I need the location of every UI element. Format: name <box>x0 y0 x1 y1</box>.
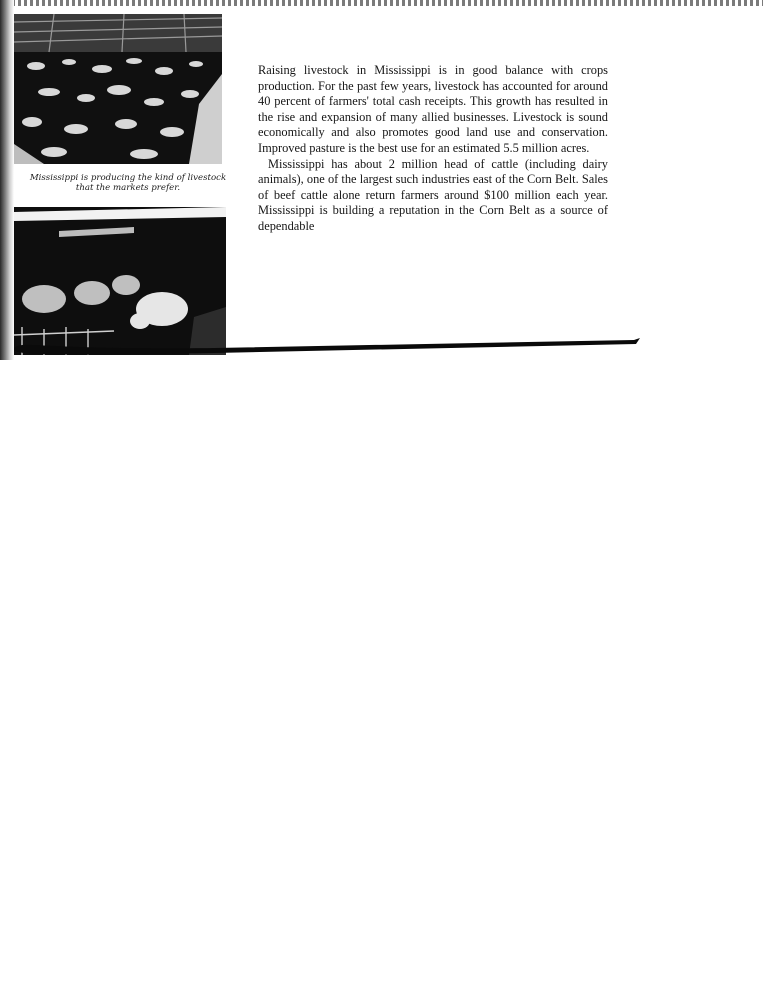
paragraph-cattle: Mississippi has about 2 million head of cattle (including dairy animals), one of the largest such industries east of the Corn Belt. Sales of beef cattle alone return farmers around $100 million each year. Mississippi is building a reputation in the Corn Belt as a source of dependable <box>258 156 608 233</box>
scan-edge-left <box>0 0 14 360</box>
hogs-in-pen-photo <box>14 207 226 355</box>
article-text <box>258 63 608 235</box>
photo-caption: Mississippi is producing the kind of livestock that the markets prefer. <box>29 173 227 193</box>
paragraph-livestock-balance: Raising livestock in Mississippi is in good balance with crops production. For the past few years, livestock has accounted for around 40 percent of farmers' total cash receipts. This growth has resulted in the rise and expansion of many allied businesses. Livestock is sound economically and also promotes good land use and conservation. Improved pasture is the best use for an estimated 5.5 million acres. <box>258 63 608 155</box>
scan-edge-top <box>0 0 763 6</box>
cattle-herd-photo <box>14 14 222 164</box>
section-divider-rule <box>14 336 640 356</box>
